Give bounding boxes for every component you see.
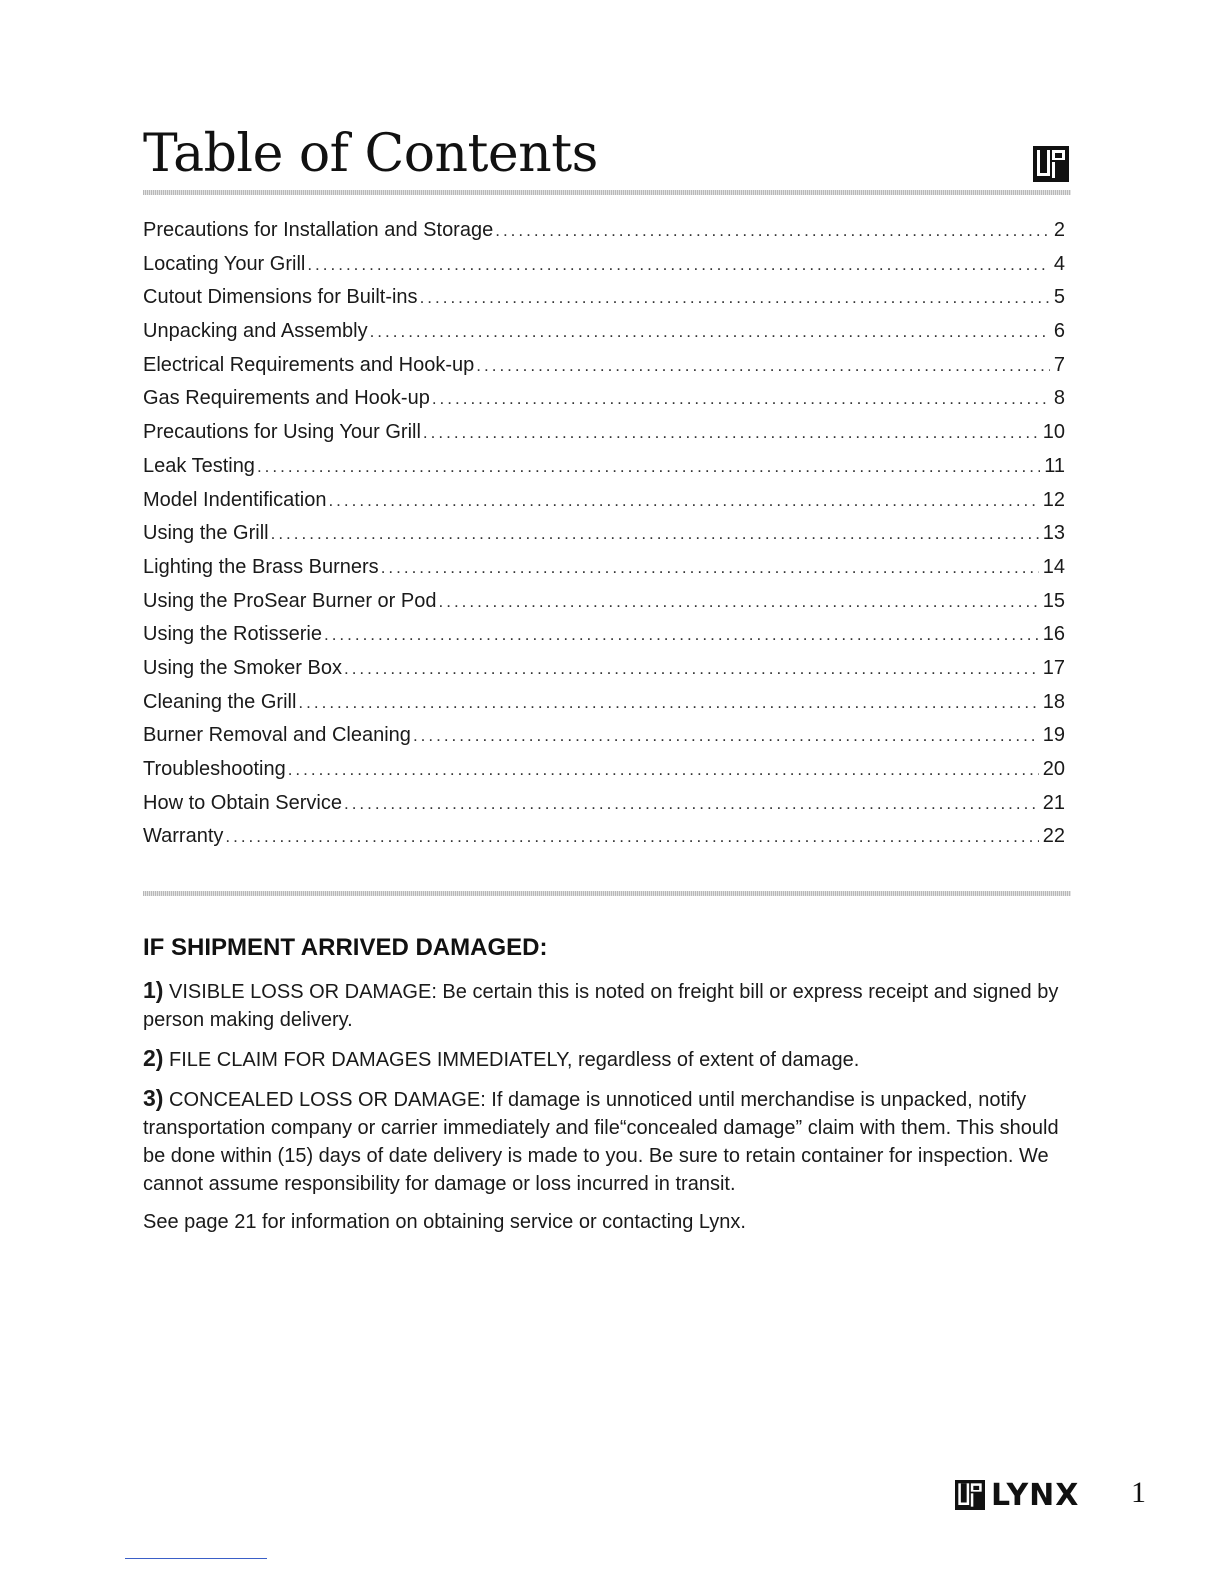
toc-entry[interactable] bbox=[143, 719, 1065, 753]
brand-name: LYNX bbox=[991, 1477, 1080, 1513]
toc-entry-page: 17 bbox=[1042, 656, 1065, 679]
toc-entry-page: 5 bbox=[1053, 286, 1065, 309]
toc-entry-page: 11 bbox=[1044, 454, 1065, 477]
toc-entry-label: Leak Testing bbox=[143, 454, 255, 477]
toc-entry-page: 10 bbox=[1042, 421, 1065, 444]
notice-footer: See page 21 for information on obtaining service or contacting Lynx. bbox=[143, 1211, 746, 1233]
toc-entry[interactable] bbox=[143, 248, 1065, 282]
toc-entry-label: Warranty bbox=[143, 825, 224, 848]
toc-leader-dots bbox=[225, 820, 1038, 854]
toc-entry-label: Cleaning the Grill bbox=[143, 690, 297, 713]
toc-entry[interactable] bbox=[143, 787, 1065, 821]
toc-leader-dots bbox=[420, 281, 1050, 315]
toc-entry-label: Using the Rotisserie bbox=[143, 623, 322, 646]
toc-entry-page: 22 bbox=[1042, 825, 1065, 848]
notice-item-number: 1) bbox=[143, 977, 164, 1003]
toc-entry-page: 19 bbox=[1042, 724, 1065, 747]
toc-leader-dots bbox=[307, 248, 1050, 282]
shipment-damage-notice bbox=[143, 934, 1065, 1236]
toc-leader-dots bbox=[324, 618, 1039, 652]
toc-entry[interactable] bbox=[143, 585, 1065, 619]
toc-entry-label: Electrical Requirements and Hook-up bbox=[143, 353, 475, 376]
toc-leader-dots bbox=[381, 551, 1039, 585]
toc-leader-dots bbox=[439, 585, 1039, 619]
section-divider bbox=[143, 891, 1071, 896]
toc-entry[interactable] bbox=[143, 450, 1065, 484]
toc-leader-dots bbox=[413, 719, 1039, 753]
notice-item-text: FILE CLAIM FOR DAMAGES IMMEDIATELY, regardless of extent of damage. bbox=[169, 1049, 860, 1071]
toc-entry-page: 7 bbox=[1053, 353, 1065, 376]
toc-entry-label: How to Obtain Service bbox=[143, 791, 342, 814]
notice-item bbox=[143, 1084, 1065, 1198]
toc-entry-page: 18 bbox=[1042, 690, 1065, 713]
toc-entry[interactable] bbox=[143, 652, 1065, 686]
toc-entry[interactable] bbox=[143, 820, 1065, 854]
toc-entry-label: Burner Removal and Cleaning bbox=[143, 724, 411, 747]
lynx-logo-icon bbox=[1033, 146, 1069, 182]
toc-entry-label: Troubleshooting bbox=[143, 758, 286, 780]
brand-logo bbox=[955, 1478, 1079, 1512]
toc-entry-label: Precautions for Installation and Storage bbox=[143, 219, 494, 241]
toc-entry-label: Lighting the Brass Burners bbox=[143, 555, 379, 578]
toc-leader-dots bbox=[271, 517, 1039, 551]
toc-entry-label: Model Indentification bbox=[143, 488, 327, 511]
toc-leader-dots bbox=[257, 450, 1040, 484]
toc-entry[interactable] bbox=[143, 281, 1065, 315]
toc-entry[interactable] bbox=[143, 517, 1065, 551]
toc-entry[interactable] bbox=[143, 484, 1065, 518]
toc-entry-label: Precautions for Using Your Grill bbox=[143, 421, 421, 444]
notice-item-number: 3) bbox=[143, 1085, 164, 1111]
toc-leader-dots bbox=[370, 315, 1050, 349]
toc-entry[interactable] bbox=[143, 214, 1065, 248]
toc-entry[interactable] bbox=[143, 618, 1065, 652]
toc-entry-page: 13 bbox=[1042, 522, 1065, 545]
toc-entry[interactable] bbox=[143, 686, 1065, 720]
toc-entry[interactable] bbox=[143, 349, 1065, 383]
title-divider bbox=[143, 190, 1071, 195]
page-number: 1 bbox=[1131, 1476, 1146, 1509]
notice-item-number: 2) bbox=[143, 1045, 164, 1071]
toc-entry-label: Using the Smoker Box bbox=[143, 656, 342, 679]
toc-leader-dots bbox=[495, 214, 1050, 248]
toc-leader-dots bbox=[298, 686, 1038, 720]
toc-entry-page: 20 bbox=[1042, 758, 1065, 780]
toc-leader-dots bbox=[344, 787, 1039, 821]
notice-item bbox=[143, 976, 1065, 1034]
lynx-logo-icon bbox=[955, 1480, 985, 1510]
notice-item-text: CONCEALED LOSS OR DAMAGE: If damage is unnoticed until merchandise is unpacked, notify transportation company or carrier immediately and file“concealed damage” claim with them. This should be done within (15) days of date delivery is made to you. Be sure to retain container for inspection. We cannot assume responsibility for damage or loss incurred in transit. bbox=[143, 1089, 1059, 1195]
toc-entry-label: Using the ProSear Burner or Pod bbox=[143, 589, 437, 612]
toc-leader-dots bbox=[344, 652, 1039, 686]
toc-entry-label: Using the Grill bbox=[143, 522, 269, 545]
toc-entry-page: 8 bbox=[1053, 387, 1065, 410]
toc-leader-dots bbox=[476, 349, 1050, 383]
toc-leader-dots bbox=[432, 382, 1050, 416]
page-title: Table of Contents bbox=[143, 124, 598, 184]
toc-entry-page: 14 bbox=[1042, 555, 1065, 578]
toc-entry-label: Gas Requirements and Hook-up bbox=[143, 387, 430, 410]
toc-leader-dots bbox=[423, 416, 1039, 450]
toc-entry-page: 21 bbox=[1042, 791, 1065, 814]
toc-entry-page: 2 bbox=[1053, 219, 1065, 241]
toc-entry-page: 4 bbox=[1053, 252, 1065, 275]
notice-item-text: VISIBLE LOSS OR DAMAGE: Be certain this is noted on freight bill or express receipt and signed by person making delivery. bbox=[143, 981, 1059, 1031]
toc-entry-page: 6 bbox=[1053, 320, 1065, 343]
toc-entry-page: 16 bbox=[1042, 623, 1065, 646]
table-of-contents bbox=[143, 214, 1065, 854]
bottom-rule bbox=[125, 1558, 267, 1559]
toc-entry-label: Unpacking and Assembly bbox=[143, 320, 368, 343]
toc-entry-page: 12 bbox=[1042, 488, 1065, 511]
toc-entry-label: Locating Your Grill bbox=[143, 252, 306, 275]
notice-item bbox=[143, 1044, 1065, 1074]
toc-entry-label: Cutout Dimensions for Built-ins bbox=[143, 286, 418, 309]
toc-leader-dots bbox=[328, 484, 1038, 518]
toc-entry[interactable] bbox=[143, 551, 1065, 585]
toc-leader-dots bbox=[288, 753, 1039, 787]
notice-heading: IF SHIPMENT ARRIVED DAMAGED: bbox=[143, 934, 548, 961]
toc-entry[interactable] bbox=[143, 382, 1065, 416]
toc-entry[interactable] bbox=[143, 315, 1065, 349]
toc-entry[interactable] bbox=[143, 753, 1065, 787]
toc-entry-page: 15 bbox=[1042, 589, 1065, 612]
toc-entry[interactable] bbox=[143, 416, 1065, 450]
